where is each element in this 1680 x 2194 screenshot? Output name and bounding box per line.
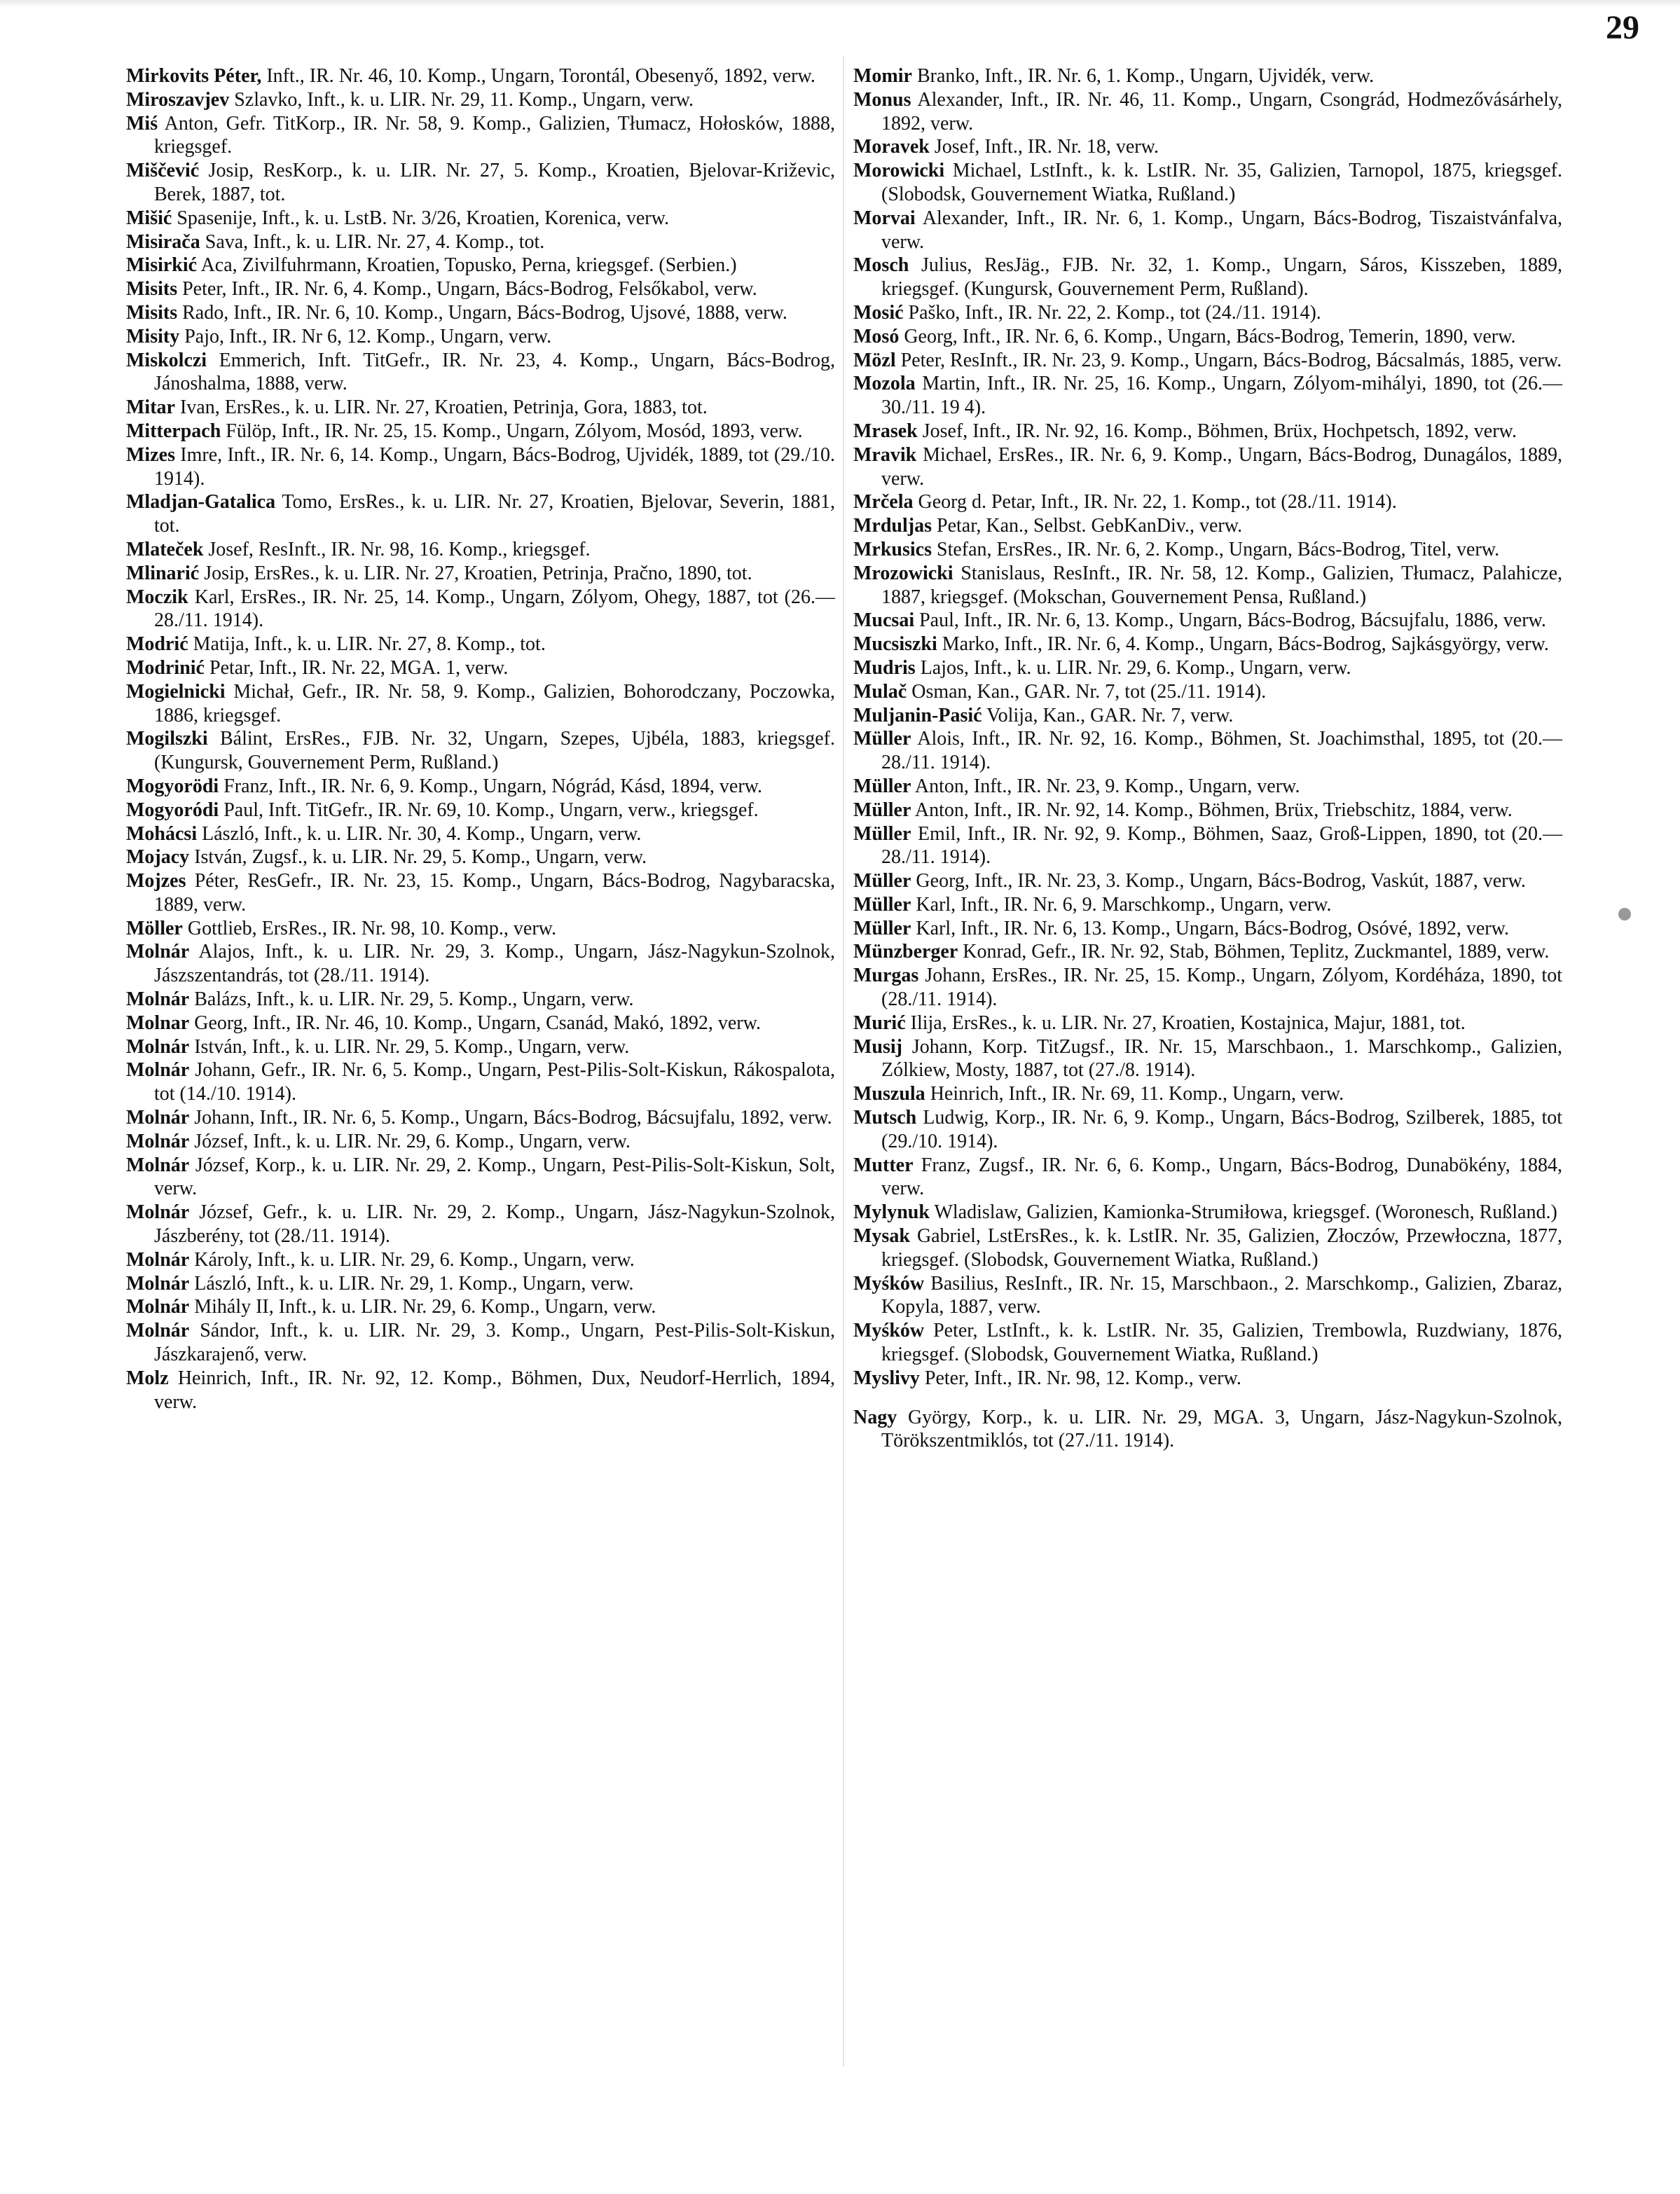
entry-details: Osman, Kan., GAR. Nr. 7, tot (25./11. 1914). (911, 680, 1267, 703)
list-entry (126, 656, 835, 680)
entry-name: Müller (853, 893, 911, 916)
entry-details: Josip, ResKorp., k. u. LIR. Nr. 27, 5. Komp., Kroatien, Bjelovar-Križevic, Berek, 1887, tot. (154, 160, 835, 205)
list-entry (126, 917, 835, 941)
entry-details: Inft., IR. Nr. 46, 10. Komp., Ungarn, Torontál, Obesenyő, 1892, verw. (266, 65, 815, 87)
entry-name: Mudris (853, 656, 916, 679)
right-column (853, 64, 1562, 1453)
entry-name: Molnár (126, 1296, 190, 1318)
entry-details: József, Gefr., k. u. LIR. Nr. 29, 2. Komp., Ungarn, Jász-Nagykun-Szolnok, Jászberény, tot (28./11. 1914). (154, 1201, 836, 1248)
list-entry (126, 1106, 835, 1130)
entry-details: Michael, ErsRes., IR. Nr. 6, 9. Komp., Ungarn, Bács-Bodrog, Dunagálos, 1889, verw. (881, 443, 1562, 490)
entry-name: Misirača (126, 230, 200, 253)
entry-details: Alois, Inft., IR. Nr. 92, 16. Komp., Böhmen, St. Joachimsthal, 1895, tot (20.—28./11. 1914). (881, 728, 1562, 774)
entry-details: Johann, Korp. TitZugsf., IR. Nr. 15, Marschbaon., 1. Marschkomp., Galizien, Zólkiew, Mosty, 1887, tot (27./8. 1914). (881, 1035, 1563, 1082)
entry-name: Mirkovits Péter, (126, 65, 262, 87)
list-entry (853, 1224, 1562, 1272)
entry-details: Heinrich, Inft., IR. Nr. 69, 11. Komp., Ungarn, verw. (930, 1083, 1344, 1105)
entry-details: Ludwig, Korp., IR. Nr. 6, 9. Komp., Ungarn, Bács-Bodrog, Szilberek, 1885, tot (29./10. 1914). (881, 1107, 1563, 1152)
entry-details: Ilija, ErsRes., k. u. LIR. Nr. 27, Kroatien, Kostajnica, Majur, 1881, tot. (910, 1012, 1466, 1034)
entry-details: István, Inft., k. u. LIR. Nr. 29, 5. Komp., Ungarn, verw. (194, 1035, 630, 1058)
entry-details: Konrad, Gefr., IR. Nr. 92, Stab, Böhmen, Teplitz, Zuckmantel, 1889, verw. (963, 941, 1550, 963)
entry-details: Anton, Inft., IR. Nr. 92, 14. Komp., Böhmen, Brüx, Triebschitz, 1884, verw. (914, 799, 1513, 821)
entry-name: Misirkić (126, 254, 198, 277)
entry-details: Heinrich, Inft., IR. Nr. 92, 12. Komp., Böhmen, Dux, Neudorf-Herrlich, 1894, verw. (154, 1367, 835, 1413)
column-divider (843, 56, 844, 2067)
list-entry (853, 562, 1562, 609)
list-entry (853, 325, 1562, 349)
list-entry (853, 1319, 1562, 1367)
entry-details: Johann, ErsRes., IR. Nr. 25, 15. Komp., Ungarn, Zólyom, Kordéháza, 1890, tot (28./11. 1914). (881, 965, 1562, 1011)
entry-name: Mozola (853, 373, 916, 395)
entry-details: Paško, Inft., IR. Nr. 22, 2. Komp., tot (24./11. 1914). (908, 301, 1321, 324)
entry-details: Josef, ResInft., IR. Nr. 98, 16. Komp., kriegsgef. (208, 538, 591, 560)
entry-details: Ivan, ErsRes., k. u. LIR. Nr. 27, Kroatien, Petrinja, Gora, 1883, tot. (179, 396, 708, 419)
entry-name: Müller (853, 728, 911, 750)
entry-name: Nagy (853, 1406, 897, 1428)
entry-details: Peter, ResInft., IR. Nr. 23, 9. Komp., Ungarn, Bács-Bodrog, Bácsalmás, 1885, verw. (900, 349, 1562, 371)
entry-details: Alajos, Inft., k. u. LIR. Nr. 29, 3. Komp., Ungarn, Jász-Nagykun-Szolnok, Jászszentandrás, tot (28./11. 1914). (154, 941, 835, 987)
entry-details: Paul, Inft., IR. Nr. 6, 13. Komp., Ungarn, Bács-Bodrog, Bácsujfalu, 1886, verw. (919, 609, 1546, 632)
entry-details: Stefan, ErsRes., IR. Nr. 6, 2. Komp., Ungarn, Bács-Bodrog, Titel, verw. (937, 538, 1500, 560)
list-entry (126, 1201, 835, 1248)
entry-name: Mojacy (126, 846, 190, 869)
entry-name: Momir (853, 65, 912, 87)
entry-details: Peter, LstInft., k. k. LstIR. Nr. 35, Galizien, Trembowla, Ruzdwiany, 1876, kriegsgef. (Slobodsk, Gouvernement Wiatka, Rußland.) (881, 1320, 1563, 1366)
entry-name: Molnar (126, 1012, 190, 1034)
entry-name: Mravik (853, 443, 917, 466)
entry-name: Miś (126, 112, 158, 134)
list-entry (126, 940, 835, 988)
list-entry (126, 325, 835, 349)
entry-name: Mucsiszki (853, 633, 937, 656)
entry-details: Josef, Inft., IR. Nr. 18, verw. (934, 136, 1159, 158)
entry-name: Morowicki (853, 160, 945, 182)
entry-details: Mihály II, Inft., k. u. LIR. Nr. 29, 6. Komp., Ungarn, verw. (194, 1296, 656, 1318)
list-entry (126, 1319, 835, 1367)
entry-details: Peter, Inft., IR. Nr. 6, 4. Komp., Ungarn, Bács-Bodrog, Felsőkabol, verw. (182, 278, 757, 301)
entry-name: Mulač (853, 680, 907, 703)
entry-name: Mogilszki (126, 728, 208, 750)
list-entry (126, 562, 835, 586)
list-entry (126, 159, 835, 207)
list-entry (126, 396, 835, 420)
entry-details: Péter, ResGefr., IR. Nr. 23, 15. Komp., Ungarn, Bács-Bodrog, Nagybaracska, 1889, verw. (154, 870, 835, 916)
entry-details: Fülöp, Inft., IR. Nr. 25, 15. Komp., Ungarn, Zólyom, Mosód, 1893, verw. (226, 420, 803, 442)
entry-details: Matija, Inft., k. u. LIR. Nr. 27, 8. Komp., tot. (193, 633, 546, 656)
entry-name: Mucsai (853, 609, 915, 632)
entry-details: Georg, Inft., IR. Nr. 46, 10. Komp., Ungarn, Csanád, Makó, 1892, verw. (194, 1012, 761, 1034)
list-entry (853, 514, 1562, 538)
entry-details: Gottlieb, ErsRes., IR. Nr. 98, 10. Komp., verw. (187, 917, 557, 939)
entry-details: Michał, Gefr., IR. Nr. 58, 9. Komp., Galizien, Bohorodczany, Poczowka, 1886, kriegsgef. (154, 680, 836, 726)
entry-name: Molnár (126, 1248, 190, 1271)
entry-name: Mitterpach (126, 420, 221, 442)
entry-name: Molnár (126, 988, 190, 1011)
entry-name: Molz (126, 1367, 169, 1389)
list-entry (126, 277, 835, 301)
entry-details: Marko, Inft., IR. Nr. 6, 4. Komp., Ungarn, Bács-Bodrog, Sajkásgyörgy, verw. (942, 633, 1549, 656)
entry-details: Anton, Gefr. TitKorp., IR. Nr. 58, 9. Komp., Galizien, Tłumacz, Hołosków, 1888, kriegsgef. (154, 112, 835, 158)
list-entry (126, 420, 835, 443)
entry-details: László, Inft., k. u. LIR. Nr. 29, 1. Komp., Ungarn, verw. (194, 1272, 634, 1295)
list-entry (126, 230, 835, 254)
list-entry (853, 538, 1562, 562)
entry-details: Pajo, Inft., IR. Nr 6, 12. Komp., Ungarn, verw. (184, 325, 552, 347)
entry-details: Branko, Inft., IR. Nr. 6, 1. Komp., Ungarn, Ujvidék, verw. (916, 65, 1375, 87)
entry-name: Mohácsi (126, 822, 198, 845)
list-entry (853, 420, 1562, 443)
entry-details: Sava, Inft., k. u. LIR. Nr. 27, 4. Komp., tot. (205, 230, 545, 253)
list-entry (853, 88, 1562, 136)
entry-name: Mysak (853, 1225, 910, 1248)
list-entry (853, 775, 1562, 799)
entry-name: Mogielnicki (126, 680, 226, 703)
entry-name: Myśków (853, 1320, 925, 1342)
entry-details: Sándor, Inft., k. u. LIR. Nr. 29, 3. Komp., Ungarn, Pest-Pilis-Solt-Kiskun, Jászkarajenő, verw. (154, 1320, 835, 1366)
entry-details: Johann, Gefr., IR. Nr. 6, 5. Komp., Ungarn, Pest-Pilis-Solt-Kiskun, Rákospalota, tot (14./10. 1914). (154, 1059, 835, 1105)
entry-name: Mosić (853, 301, 904, 324)
list-entry (853, 1367, 1562, 1391)
list-entry (853, 1035, 1562, 1083)
list-entry (853, 1272, 1562, 1320)
entry-details: Martin, Inft., IR. Nr. 25, 16. Komp., Ungarn, Zólyom-mihályi, 1890, tot (26.—30./11. 19 4). (881, 373, 1563, 419)
list-entry (126, 869, 835, 917)
entry-name: Mrozowicki (853, 562, 953, 584)
entry-name: Myslivy (853, 1367, 920, 1389)
entry-name: Mrduljas (853, 515, 932, 537)
list-entry (853, 1082, 1562, 1106)
entry-name: Monus (853, 88, 911, 111)
entry-name: Mlinarić (126, 562, 200, 584)
entry-name: Mözl (853, 349, 896, 371)
entry-details: Georg d. Petar, Inft., IR. Nr. 22, 1. Komp., tot (28./11. 1914). (918, 491, 1397, 513)
list-entry (853, 799, 1562, 822)
list-entry (853, 135, 1562, 159)
entry-details: Imre, Inft., IR. Nr. 6, 14. Komp., Ungarn, Bács-Bodrog, Ujvidék, 1889, tot (29./10. 1914). (154, 443, 835, 490)
entry-details: Rado, Inft., IR. Nr. 6, 10. Komp., Ungarn, Bács-Bodrog, Ujsové, 1888, verw. (182, 301, 787, 324)
entry-name: Mladjan-Gatalica (126, 491, 276, 513)
list-entry (126, 633, 835, 656)
list-entry (126, 846, 835, 869)
list-entry (126, 1272, 835, 1296)
entry-name: Mojzes (126, 870, 186, 892)
entry-details: Petar, Kan., Selbst. GebKanDiv., verw. (937, 515, 1243, 537)
list-entry (126, 112, 835, 160)
entry-name: Miroszavjev (126, 88, 230, 111)
entry-name: Müller (853, 799, 911, 821)
entry-name: Möller (126, 917, 183, 939)
scan-speck (1618, 908, 1631, 920)
list-entry (853, 372, 1562, 420)
list-entry (126, 1248, 835, 1272)
list-entry (853, 609, 1562, 633)
entry-details: Volija, Kan., GAR. Nr. 7, verw. (986, 704, 1234, 726)
entry-details: Alexander, Inft., IR. Nr. 6, 1. Komp., Ungarn, Bács-Bodrog, Tiszaistvánfalva, verw. (881, 207, 1562, 253)
list-entry (126, 538, 835, 562)
entry-details: Alexander, Inft., IR. Nr. 46, 11. Komp., Ungarn, Csongrád, Hodmezővásárhely, 1892, verw. (881, 88, 1562, 134)
list-entry (853, 1154, 1562, 1201)
entry-details: Tomo, ErsRes., k. u. LIR. Nr. 27, Kroatien, Bjelovar, Severin, 1881, tot. (154, 491, 835, 537)
list-entry (126, 1058, 835, 1106)
entry-name: Mogyoródi (126, 799, 219, 821)
list-entry (853, 893, 1562, 917)
entry-name: Murić (853, 1012, 906, 1034)
entry-name: Molnár (126, 1130, 190, 1152)
entry-name: Mitar (126, 396, 175, 419)
entry-details: Karl, Inft., IR. Nr. 6, 9. Marschkomp., Ungarn, verw. (916, 893, 1332, 916)
entry-details: Franz, Zugsf., IR. Nr. 6, 6. Komp., Ungarn, Bács-Bodrog, Dunabökény, 1884, verw. (881, 1154, 1563, 1200)
entry-name: Molnár (126, 1272, 190, 1295)
entry-details: Spasenije, Inft., k. u. LstB. Nr. 3/26, Kroatien, Korenica, verw. (177, 207, 670, 229)
page-number: 29 (1606, 9, 1639, 46)
list-entry (126, 1367, 835, 1414)
list-entry (853, 1201, 1562, 1224)
entry-name: Mišić (126, 207, 172, 229)
entry-details: József, Korp., k. u. LIR. Nr. 29, 2. Komp., Ungarn, Pest-Pilis-Solt-Kiskun, Solt, verw. (154, 1154, 835, 1200)
entry-details: Basilius, ResInft., IR. Nr. 15, Marschbaon., 2. Marschkomp., Galizien, Zbaraz, Kopyla, 1887, verw. (881, 1272, 1563, 1318)
list-entry (126, 88, 835, 112)
list-entry (126, 586, 835, 633)
entry-details: Peter, Inft., IR. Nr. 98, 12. Komp., verw. (924, 1367, 1241, 1389)
list-entry (126, 490, 835, 538)
list-entry (853, 704, 1562, 728)
list-entry (126, 349, 835, 396)
list-entry (853, 1406, 1562, 1454)
entry-name: Muljanin-Pasić (853, 704, 982, 726)
list-entry (126, 254, 835, 277)
list-entry (126, 799, 835, 822)
entry-details: Stanislaus, ResInft., IR. Nr. 58, 12. Komp., Galizien, Tłumacz, Palahicze, 1887, kriegsgef. (Mokschan, Gouvernement Pensa, Rußland.) (881, 562, 1562, 608)
entry-name: Modrić (126, 633, 188, 656)
list-entry (853, 349, 1562, 373)
entry-details: Anton, Inft., IR. Nr. 23, 9. Komp., Ungarn, verw. (914, 775, 1300, 797)
list-entry (126, 680, 835, 728)
list-entry (126, 988, 835, 1012)
entry-name: Molnár (126, 1107, 190, 1129)
list-entry (126, 301, 835, 325)
entry-name: Mosó (853, 325, 900, 347)
list-entry (853, 633, 1562, 656)
entry-details: Petar, Inft., IR. Nr. 22, MGA. 1, verw. (209, 656, 509, 679)
entry-details: Franz, Inft., IR. Nr. 6, 9. Komp., Ungarn, Nógrád, Kásd, 1894, verw. (223, 775, 763, 797)
entry-name: Molnár (126, 1059, 190, 1082)
entry-details: Michael, LstInft., k. k. LstIR. Nr. 35, Galizien, Tarnopol, 1875, kriegsgef. (Slobodsk, Gouvernement Wiatka, Rußland.) (881, 160, 1563, 205)
entry-name: Molnár (126, 1320, 190, 1342)
list-entry (853, 940, 1562, 964)
entry-details: Szlavko, Inft., k. u. LIR. Nr. 29, 11. Komp., Ungarn, verw. (234, 88, 694, 111)
list-entry (853, 680, 1562, 704)
entry-name: Myśków (853, 1272, 925, 1295)
entry-details: Emil, Inft., IR. Nr. 92, 9. Komp., Böhmen, Saaz, Groß-Lippen, 1890, tot (20.—28./11. 1914). (881, 822, 1562, 869)
entry-details: György, Korp., k. u. LIR. Nr. 29, MGA. 3, Ungarn, Jász-Nagykun-Szolnok, Törökszentmiklós, tot (27./11. 1914). (881, 1406, 1563, 1452)
list-entry (853, 1012, 1562, 1035)
list-entry (126, 1035, 835, 1059)
list-entry (126, 1154, 835, 1201)
entry-name: Misity (126, 325, 180, 347)
left-column (126, 64, 835, 1414)
list-entry (853, 917, 1562, 941)
entry-details: István, Zugsf., k. u. LIR. Nr. 29, 5. Komp., Ungarn, verw. (194, 846, 647, 869)
list-entry (853, 254, 1562, 301)
entry-name: Mrasek (853, 420, 918, 442)
entry-name: Murgas (853, 965, 919, 987)
list-entry (853, 822, 1562, 870)
entry-name: Muszula (853, 1083, 925, 1105)
entry-details: Josef, Inft., IR. Nr. 92, 16. Komp., Böhmen, Brüx, Hochpetsch, 1892, verw. (922, 420, 1517, 442)
list-entry (853, 1106, 1562, 1154)
entry-name: Moravek (853, 136, 930, 158)
entry-details: Balázs, Inft., k. u. LIR. Nr. 29, 5. Komp., Ungarn, verw. (194, 988, 634, 1011)
entry-name: Mizes (126, 443, 175, 466)
entry-name: Miščević (126, 160, 200, 182)
entry-name: Moczik (126, 586, 188, 608)
list-entry (126, 1012, 835, 1035)
entry-name: Mrkusics (853, 538, 932, 560)
entry-details: Gabriel, LstErsRes., k. k. LstIR. Nr. 35, Galizien, Złoczów, Przewłoczna, 1877, kriegsgef. (Slobodsk, Gouvernement Wiatka, Rußland.) (881, 1225, 1563, 1271)
entry-details: Karl, Inft., IR. Nr. 6, 13. Komp., Ungarn, Bács-Bodrog, Osóvé, 1892, verw. (916, 917, 1510, 939)
entry-details: Lajos, Inft., k. u. LIR. Nr. 29, 6. Komp., Ungarn, verw. (920, 656, 1351, 679)
list-entry (853, 964, 1562, 1012)
entry-name: Morvai (853, 207, 916, 229)
entry-details: Aca, Zivilfuhrmann, Kroatien, Topusko, Perna, kriegsgef. (Serbien.) (200, 254, 737, 277)
list-entry (853, 727, 1562, 775)
list-entry (126, 1295, 835, 1319)
entry-name: Mrčela (853, 491, 914, 513)
list-entry (853, 443, 1562, 491)
entry-name: Miskolczi (126, 349, 207, 371)
entry-details: Bálint, ErsRes., FJB. Nr. 32, Ungarn, Szepes, Ujbéla, 1883, kriegsgef. (Kungursk, Gouvernement Perm, Rußland.) (154, 728, 836, 774)
entry-name: Müller (853, 822, 911, 845)
entry-name: Müller (853, 917, 911, 939)
list-entry (126, 207, 835, 230)
entry-name: Molnár (126, 1035, 190, 1058)
entry-details: Wladislaw, Galizien, Kamionka-Strumiłowa, kriegsgef. (Woronesch, Rußland.) (934, 1201, 1557, 1224)
entry-name: Modrinić (126, 656, 205, 679)
list-entry (853, 490, 1562, 514)
entry-name: Münzberger (853, 941, 958, 963)
list-entry (126, 775, 835, 799)
entry-details: Georg, Inft., IR. Nr. 6, 6. Komp., Ungarn, Bács-Bodrog, Temerin, 1890, verw. (904, 325, 1516, 347)
list-entry (126, 727, 835, 775)
entry-details: József, Inft., k. u. LIR. Nr. 29, 6. Komp., Ungarn, verw. (194, 1130, 631, 1152)
list-entry (126, 64, 835, 88)
entry-name: Mylynuk (853, 1201, 930, 1224)
entry-name: Molnár (126, 1154, 190, 1176)
entry-name: Molnár (126, 1201, 190, 1224)
list-entry (853, 869, 1562, 893)
entry-details: Josip, ErsRes., k. u. LIR. Nr. 27, Kroatien, Petrinja, Pračno, 1890, tot. (204, 562, 752, 584)
entry-name: Müller (853, 870, 911, 892)
entry-details: Georg, Inft., IR. Nr. 23, 3. Komp., Ungarn, Bács-Bodrog, Vaskút, 1887, verw. (916, 870, 1526, 892)
entry-details: Karl, ErsRes., IR. Nr. 25, 14. Komp., Ungarn, Zólyom, Ohegy, 1887, tot (26.—28./11. 1914). (154, 586, 835, 632)
list-entry (126, 1130, 835, 1154)
entry-details: László, Inft., k. u. LIR. Nr. 30, 4. Komp., Ungarn, verw. (202, 822, 642, 845)
entry-name: Molnár (126, 941, 190, 963)
entry-details: Emmerich, Inft. TitGefr., IR. Nr. 23, 4. Komp., Ungarn, Bács-Bodrog, Jánoshalma, 1888, verw. (154, 349, 836, 395)
entry-details: Julius, ResJäg., FJB. Nr. 32, 1. Komp., Ungarn, Sáros, Kisszeben, 1889, kriegsgef. (Kungursk, Gouvernement Perm, Rußland). (881, 254, 1563, 301)
list-entry (853, 64, 1562, 88)
list-entry (853, 301, 1562, 325)
list-entry (853, 656, 1562, 680)
list-entry (853, 159, 1562, 207)
scan-edge-shade (0, 0, 1680, 7)
entry-name: Musij (853, 1035, 902, 1058)
list-entry (126, 822, 835, 846)
entry-name: Misits (126, 278, 178, 301)
entry-name: Müller (853, 775, 911, 797)
entry-details: Paul, Inft. TitGefr., IR. Nr. 69, 10. Komp., Ungarn, verw., kriegsgef. (223, 799, 759, 821)
entry-name: Mutter (853, 1154, 914, 1176)
entry-details: Károly, Inft., k. u. LIR. Nr. 29, 6. Komp., Ungarn, verw. (194, 1248, 635, 1271)
list-entry (853, 207, 1562, 254)
entry-name: Mogyorödi (126, 775, 219, 797)
entry-name: Misits (126, 301, 178, 324)
entry-details: Johann, Inft., IR. Nr. 6, 5. Komp., Ungarn, Bács-Bodrog, Bácsujfalu, 1892, verw. (194, 1107, 832, 1129)
entry-name: Mosch (853, 254, 909, 277)
list-entry (126, 443, 835, 491)
entry-name: Mlateček (126, 538, 204, 560)
entry-name: Mutsch (853, 1107, 917, 1129)
